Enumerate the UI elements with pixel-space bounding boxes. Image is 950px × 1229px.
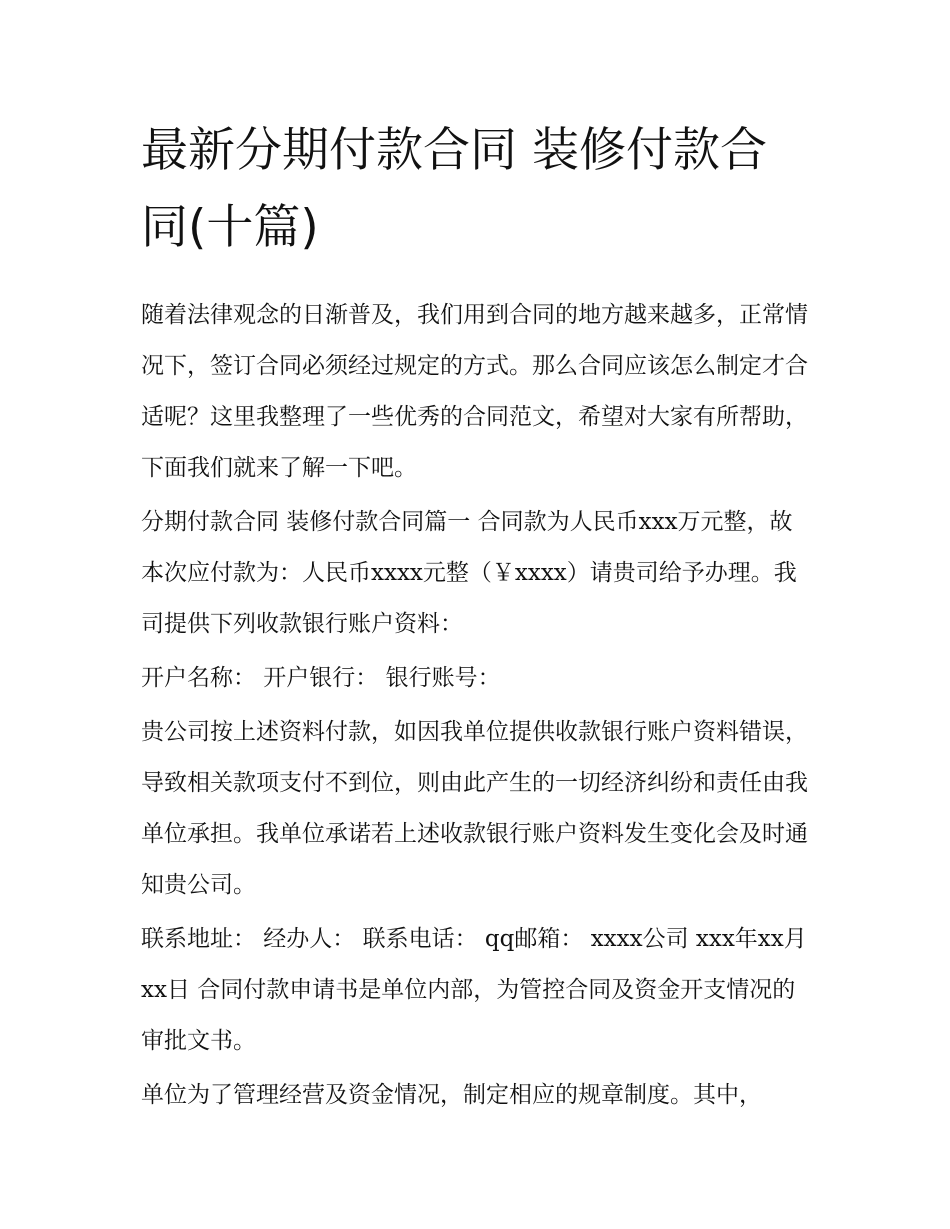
- paragraph-contact: 联系地址： 经办人： 联系电话： qq邮箱： xxxx公司 xxx年xx月xx日 合同付款申请书是单位内部，为管控合同及资金开支情况的审批文书。: [141, 926, 807, 1054]
- document-title: 最新分期付款合同 装修付款合同(十篇): [141, 123, 767, 255]
- paragraph-intro: 随着法律观念的日渐普及，我们用到合同的地方越来越多，正常情况下，签订合同必须经过规定的方式。那么合同应该怎么制定才合适呢？这里我整理了一些优秀的合同范文，希望对大家有所帮助，下面我们就来了解一下吧。: [141, 302, 808, 481]
- paragraph-contract-payment: 分期付款合同 装修付款合同篇一 合同款为人民币xxx万元整，故本次应付款为：人民币xxxx元整（￥xxxx）请贵司给予办理。我司提供下列收款银行账户资料：: [141, 509, 797, 637]
- document-body: [141, 112, 813, 1124]
- paragraph-responsibility: 贵公司按上述资料付款，如因我单位提供收款银行账户资料错误，导致相关款项支付不到位，则由此产生的一切经济纠纷和责任由我单位承担。我单位承诺若上述收款银行账户资料发生变化会及时通知贵公司。: [141, 719, 808, 898]
- paragraph-management: 单位为了管理经营及资金情况，制定相应的规章制度。其中，: [141, 1082, 762, 1108]
- paragraph-bank-fields: 开户名称： 开户银行： 银行账号：: [141, 665, 501, 691]
